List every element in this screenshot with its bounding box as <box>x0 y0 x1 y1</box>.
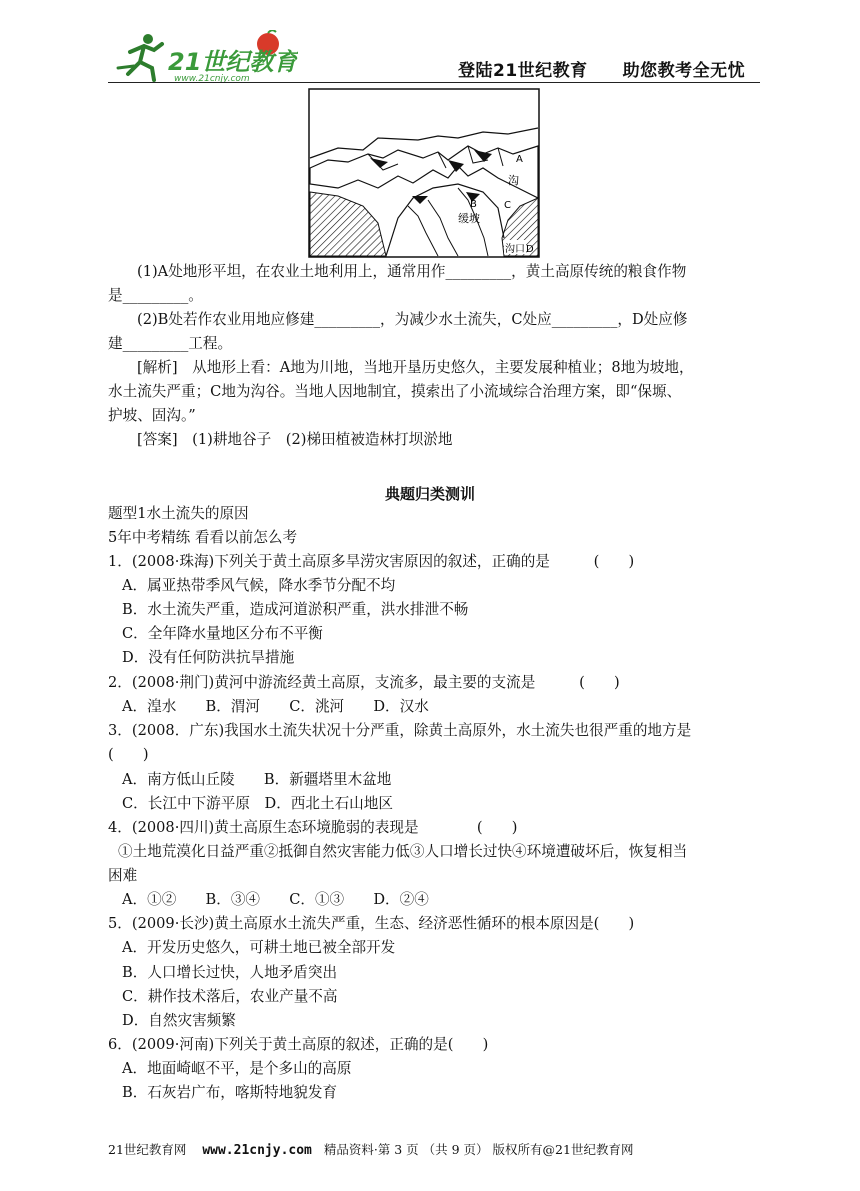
item-5-option-c: C．耕作技术落后，农业产量不高 <box>122 988 338 1005</box>
item-3-options-cd: C．长江中下游平原 D．西北土石山地区 <box>122 795 393 812</box>
item-4-stem: 4．(2008·四川)黄土高原生态环境脆弱的表现是 ( ) <box>108 819 518 836</box>
item-2-options: A．湟水 B．渭河 C．洮河 D．汉水 <box>122 698 429 715</box>
item-2-stem: 2．(2008·荆门)黄河中游流经黄土高原，支流多，最主要的支流是 ( ) <box>108 674 620 691</box>
logo-url: www.21cnjy.com <box>174 74 250 82</box>
item-1-option-b: B．水土流失严重，造成河道淤积严重，洪水排泄不畅 <box>122 601 469 618</box>
item-3-options-ab: A．南方低山丘陵 B．新疆塔里木盆地 <box>122 771 392 788</box>
item-1-stem: 1．(2008·珠海)下列关于黄土高原多旱涝灾害原因的叙述，正确的是 ( ) <box>108 553 635 570</box>
item-4-statements-cont: 困难 <box>108 867 138 884</box>
question-2-line-1: (2)B处若作农业用地应修建_________，为减少水土流失，C处应_________，D处应修 <box>137 311 688 328</box>
figure-label-goukou: 沟口 <box>505 244 525 255</box>
item-1-option-a: A．属亚热带季风气候，降水季节分配不均 <box>122 577 396 594</box>
item-4-options: A．①② B．③④ C．①③ D．②④ <box>122 891 429 908</box>
item-3-stem: 3．(2008．广东)我国水土流失状况十分严重，除黄土高原外，水土流失也很严重的地方是 <box>108 722 692 739</box>
item-1-option-d: D．没有任何防洪抗旱措施 <box>122 649 295 666</box>
question-1-line-1: (1)A处地形平坦，在农业土地利用上，通常用作_________，黄土高原传统的粮食作物 <box>137 263 687 280</box>
footer-url[interactable]: www.21cnjy.com <box>202 1143 312 1158</box>
figure-label-c: C <box>504 200 511 211</box>
analysis-line-3: 护坡、固沟。” <box>108 407 196 424</box>
footer-site: 21世纪教育网 <box>108 1142 187 1157</box>
item-5-option-b: B．人口增长过快，人地矛盾突出 <box>122 964 338 981</box>
section-title: 典题归类测训 <box>384 485 475 503</box>
answer-line: [答案] (1)耕地谷子 (2)梯田植被造林打坝淤地 <box>137 431 453 448</box>
header-divider <box>108 82 760 83</box>
analysis-line-1: [解析] 从地形上看：A地为川地，当地开垦历史悠久，主要发展种植业；8地为坡地， <box>137 359 694 376</box>
item-5-option-d: D．自然灾害频繁 <box>122 1012 236 1029</box>
item-5-stem: 5．(2009·长沙)黄土高原水土流失严重，生态、经济恶性循环的根本原因是( ) <box>108 915 635 932</box>
header-slogan: 登陆21世纪教育 助您教考全无忧 <box>458 61 746 81</box>
figure-label-d: D <box>526 244 534 255</box>
item-6-option-b: B．石灰岩广布，喀斯特地貌发育 <box>122 1084 338 1101</box>
figure-label-a: A <box>516 154 523 165</box>
loess-terrain-figure <box>308 88 540 258</box>
footer-page-info: 精品资料·第 3 页 （共 9 页） 版权所有@21世纪教育网 <box>323 1142 634 1157</box>
logo-text: 21世纪教育 <box>168 48 298 76</box>
question-2-line-2: 建_________工程。 <box>108 335 233 352</box>
figure-label-b: B <box>470 199 477 210</box>
sub-title: 5年中考精练 看看以前怎么考 <box>108 529 298 546</box>
item-5-option-a: A．开发历史悠久，可耕土地已被全部开发 <box>122 939 396 956</box>
site-logo <box>108 30 298 82</box>
figure-label-gou: 沟 <box>508 174 519 187</box>
type-title: 题型1水土流失的原因 <box>108 505 249 522</box>
item-3-stem-bracket: ( ) <box>108 746 149 763</box>
item-4-statements: ①土地荒漠化日益严重②抵御自然灾害能力低③人口增长过快④环境遭破坏后，恢复相当 <box>118 843 688 860</box>
page-footer <box>108 1140 633 1158</box>
figure-label-huanpo: 缓坡 <box>458 212 480 225</box>
item-6-option-a: A．地面崎岖不平，是个多山的高原 <box>122 1060 352 1077</box>
analysis-line-2: 水土流失严重；C地为沟谷。当地人因地制宜，摸索出了小流域综合治理方案，即“保塬、 <box>108 383 682 400</box>
item-1-option-c: C．全年降水量地区分布不平衡 <box>122 625 323 642</box>
item-6-stem: 6．(2009·河南)下列关于黄土高原的叙述，正确的是( ) <box>108 1036 489 1053</box>
question-1-line-2: 是_________。 <box>108 287 203 304</box>
